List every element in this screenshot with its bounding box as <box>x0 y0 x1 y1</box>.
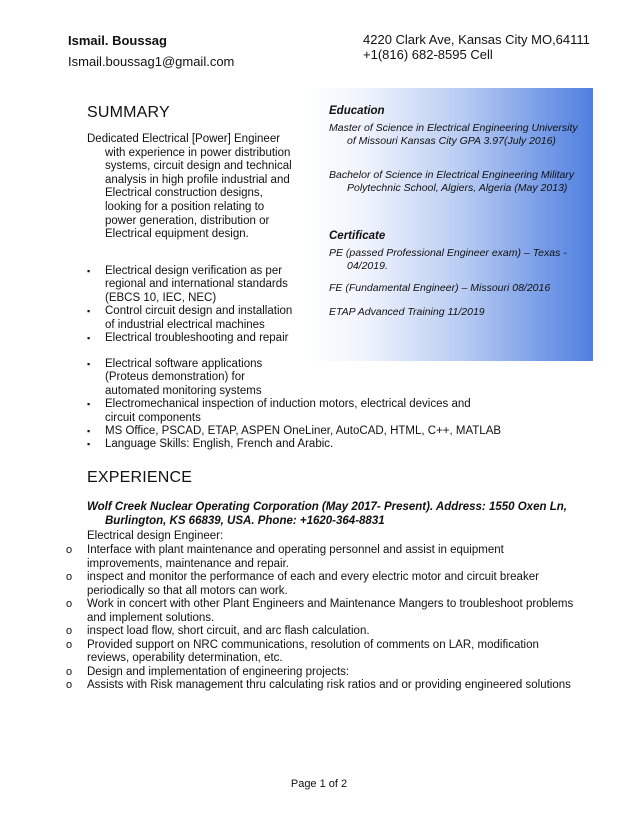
skill-item: ▪ Electrical software applications (Proteus demonstration) for automated monitoring systems <box>87 358 263 397</box>
certificate-entry: PE (passed Professional Engineer exam) – Texas - 04/2019. <box>329 247 567 272</box>
page-number: Page 1 of 2 <box>290 778 348 790</box>
certificate-entry: ETAP Advanced Training 11/2019 <box>329 306 485 318</box>
postal-address: 4220 Clark Ave, Kansas City MO,64111 <box>363 32 590 47</box>
candidate-name: Ismail. Boussag <box>68 33 167 48</box>
duties-list <box>66 544 581 693</box>
education-sidebar <box>302 88 593 361</box>
skills-list-narrow <box>87 265 302 345</box>
summary-text: Dedicated Electrical [Power] Engineer with experience in power distribution systems, circuit design and technical analysis in high profile industrial and Electrical construction designs, looking for a position relating to power generation, distribution or Electrical equipment design. <box>87 133 292 241</box>
phone-number: +1(816) 682-8595 Cell <box>363 47 493 62</box>
skill-item: ▪ Language Skills: English, French and Arabic. <box>87 438 334 451</box>
experience-heading: EXPERIENCE <box>87 469 193 486</box>
email-address: Ismail.boussag1@gmail.com <box>68 54 235 69</box>
duty-item: o inspect and monitor the performance of each and every electric motor and circuit breaker periodically so that all motors can work. <box>66 571 539 597</box>
employer-details: Wolf Creek Nuclear Operating Corporation (May 2017- Present). Address: 1550 Oxen Ln, Burlington, KS 66839, USA. Phone: +1620-364-8831 <box>87 501 567 527</box>
skills-list-wide <box>87 358 567 452</box>
summary-heading: SUMMARY <box>87 104 170 121</box>
duty-item: o Work in concert with other Plant Engineers and Maintenance Mangers to troubleshoot problems and implement solutions. <box>66 598 574 624</box>
education-entry: Master of Science in Electrical Engineering University of Missouri Kansas City GPA 3.97(July 2016) <box>329 122 578 147</box>
duty-item: o Provided support on NRC communications, resolution of comments on LAR, modification reviews, operability determination, etc. <box>66 638 539 664</box>
duty-item: o Design and implementation of engineering projects: <box>66 665 350 678</box>
certificate-entry: FE (Fundamental Engineer) – Missouri 08/2016 <box>329 282 551 294</box>
skill-item: ▪ MS Office, PSCAD, ETAP, ASPEN OneLiner, AutoCAD, HTML, C++, MATLAB <box>87 425 502 438</box>
skill-item: ▪ Control circuit design and installation of industrial electrical machines <box>87 305 293 331</box>
contact-block <box>363 32 590 62</box>
duty-item: o Interface with plant maintenance and operating personnel and assist in equipment improvements, maintenance and repair. <box>66 544 504 570</box>
skill-item: ▪ Electromechanical inspection of induction motors, electrical devices and circuit components <box>87 398 471 424</box>
education-entry: Bachelor of Science in Electrical Engineering Military Polytechnic School, Algiers, Algeria (May 2013) <box>329 169 575 194</box>
education-heading: Education <box>329 105 385 117</box>
job-title: Electrical design Engineer: <box>87 530 224 542</box>
certificate-heading: Certificate <box>329 230 386 242</box>
duty-item: o inspect load flow, short circuit, and arc flash calculation. <box>66 625 370 637</box>
summary-paragraph <box>87 133 297 242</box>
skill-item: ▪ Electrical troubleshooting and repair <box>87 332 289 345</box>
duty-item: o Assists with Risk management thru calculating risk ratios and or providing engineered solutions <box>66 679 571 691</box>
skill-item: ▪ Electrical design verification as per regional and international standards (EBCS 10, IEC, NEC) <box>87 265 288 304</box>
